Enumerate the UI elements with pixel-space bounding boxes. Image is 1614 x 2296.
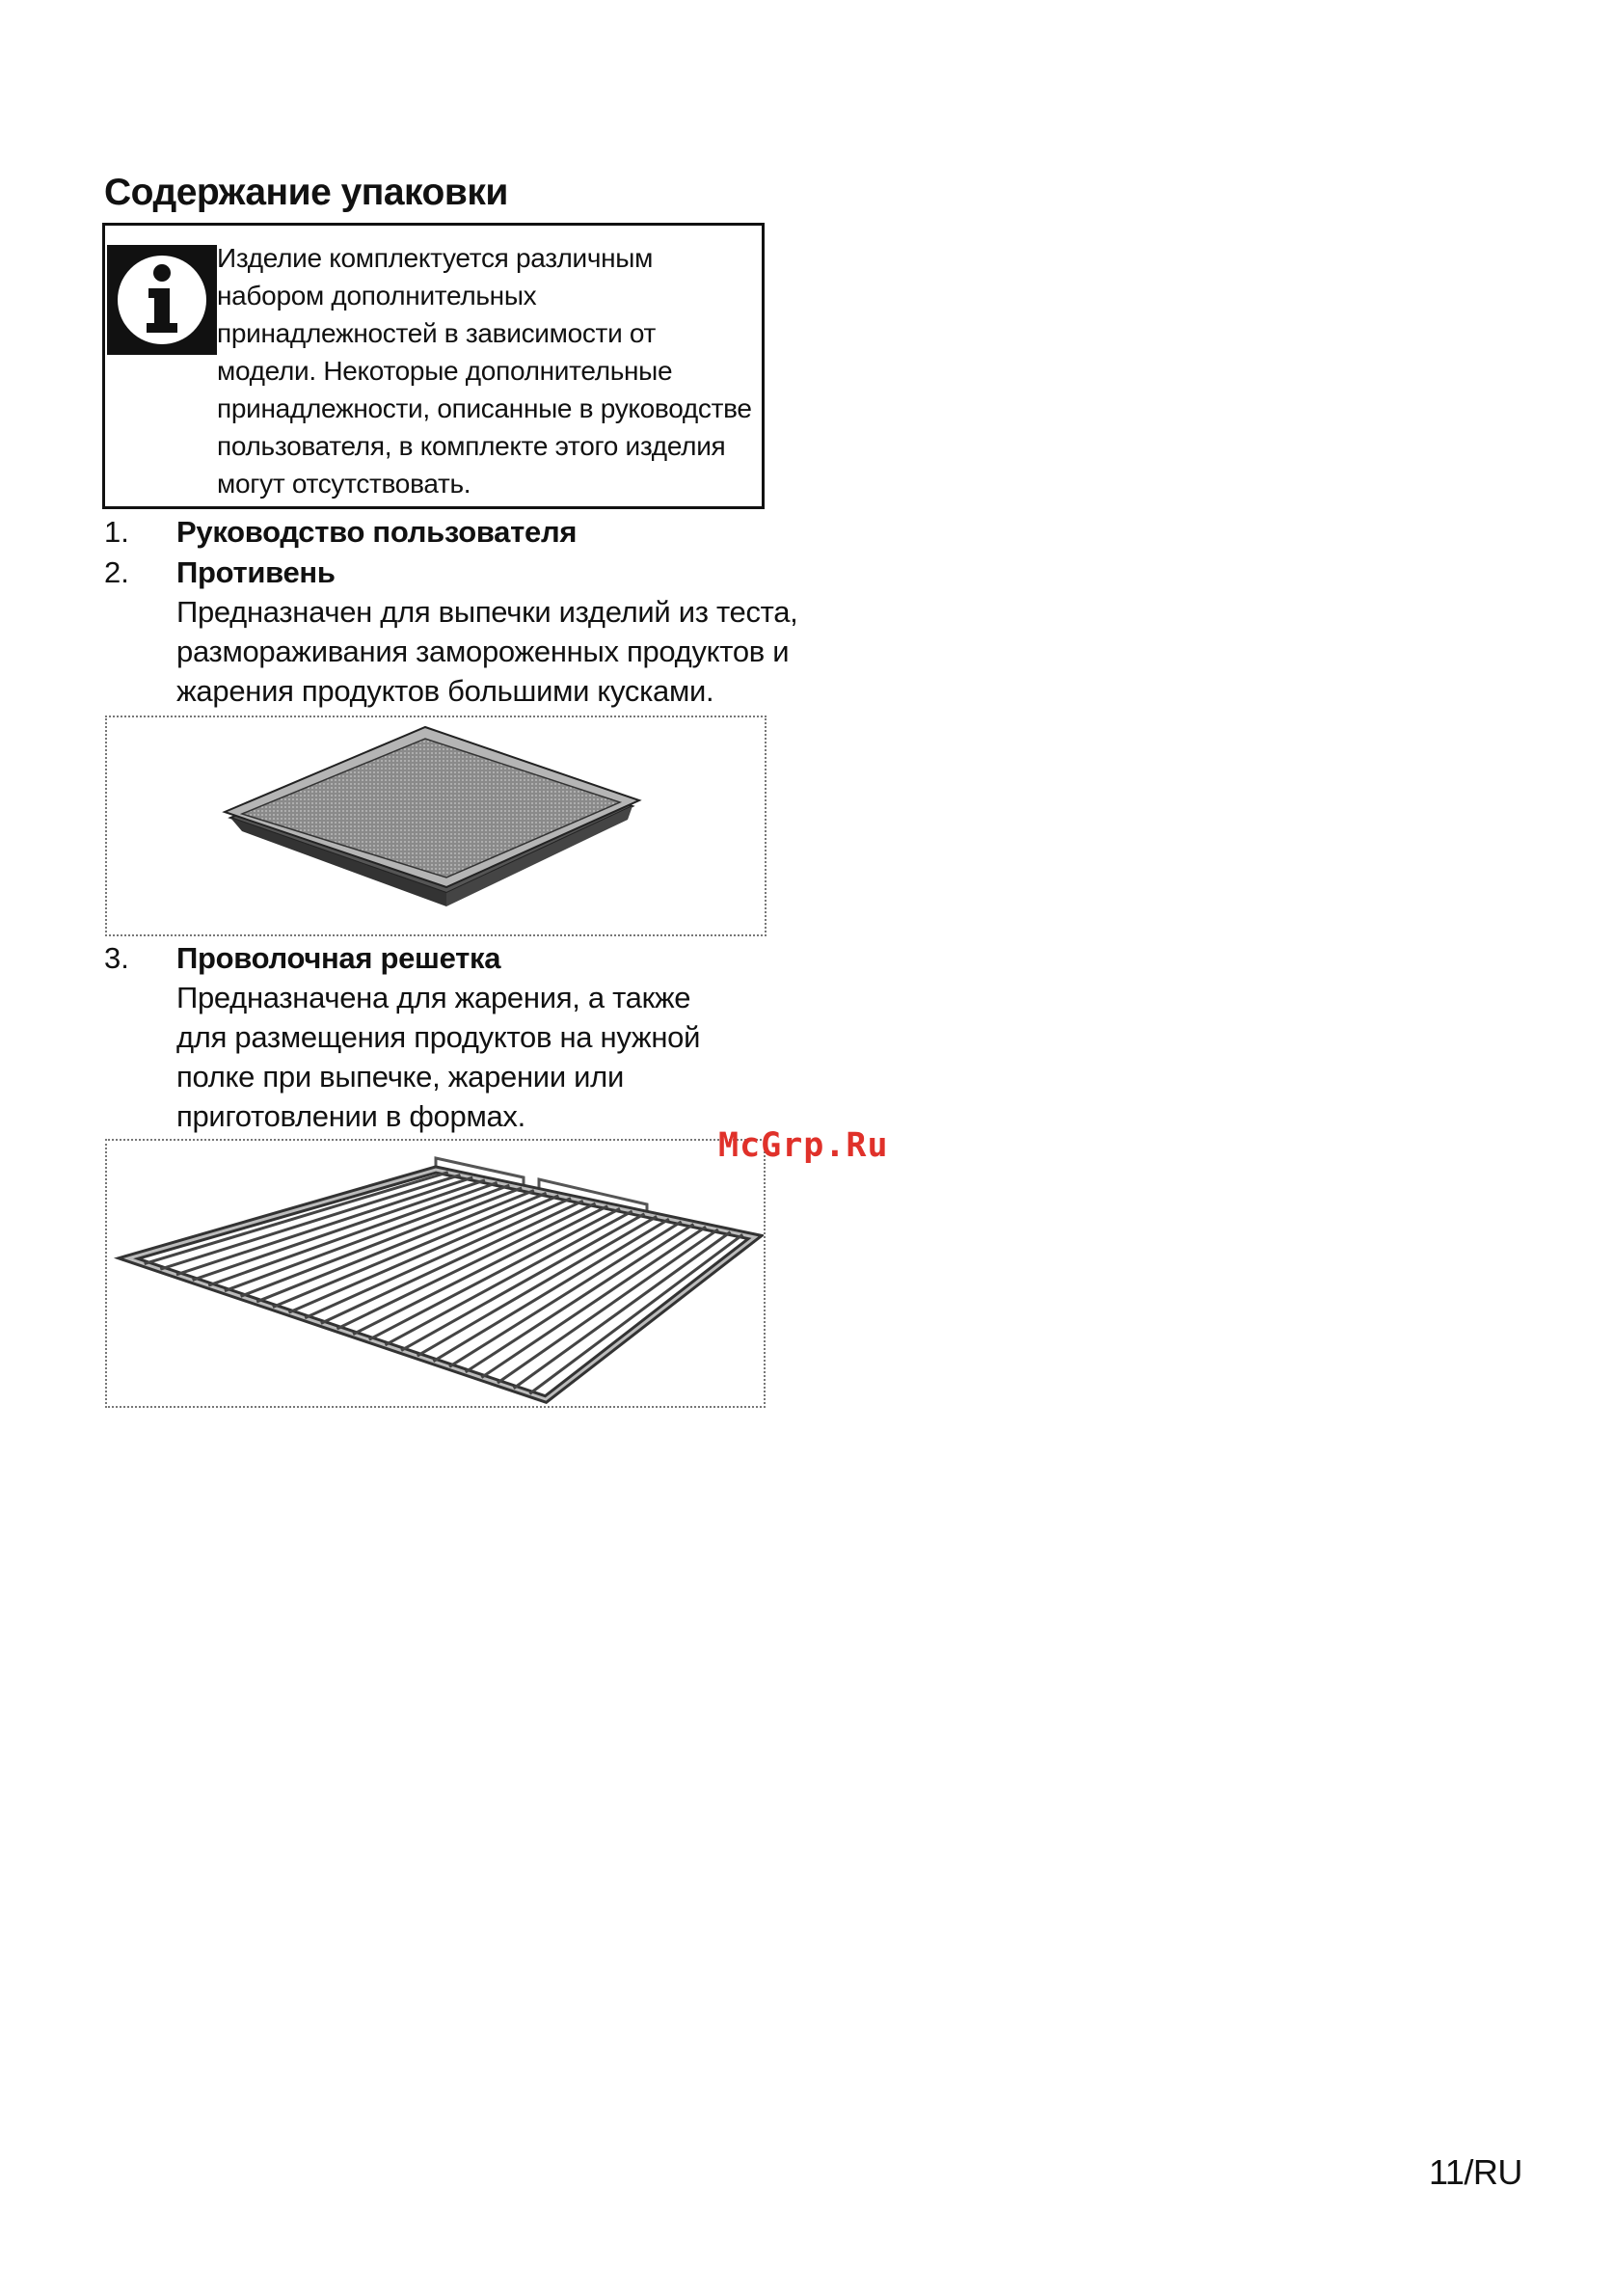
description-line: приготовлении в формах.: [176, 1099, 525, 1133]
info-note-text: [217, 239, 767, 502]
page-number: 11/RU: [1429, 2152, 1522, 2192]
info-note-line: набором дополнительных: [217, 281, 537, 311]
grill-wire: [417, 1216, 657, 1356]
info-note-line: могут отсутствовать.: [217, 469, 471, 499]
grill-wire: [433, 1219, 668, 1362]
item-description-tray: [176, 592, 798, 711]
wire-grill-illustration: [107, 1141, 764, 1406]
grill-wire: [529, 1234, 742, 1393]
grill-wire: [160, 1175, 460, 1269]
baking-tray-image-frame: [105, 716, 767, 936]
info-note-line: модели. Некоторые дополнительные: [217, 356, 673, 386]
grill-wire: [241, 1188, 523, 1296]
item-number: 2.: [104, 555, 129, 589]
description-line: Предназначена для жарения, а также: [176, 981, 691, 1014]
item-number: 3.: [104, 941, 129, 975]
grill-wire: [369, 1208, 620, 1339]
grill-wire: [225, 1185, 509, 1291]
info-note-line: принадлежностей в зависимости от: [217, 318, 657, 348]
grill-wire: [289, 1196, 559, 1312]
info-note-line: Изделие комплектуется различным: [217, 243, 654, 273]
watermark: McGrp.Ru: [718, 1126, 889, 1165]
grill-wire: [176, 1177, 472, 1275]
item-title-tray: Противень: [176, 555, 336, 589]
grill-wire: [498, 1229, 718, 1383]
grill-wire: [273, 1193, 547, 1307]
info-icon: [107, 245, 217, 355]
grill-wire: [401, 1214, 644, 1351]
grill-wire: [514, 1232, 731, 1389]
item-description-grill: [176, 978, 700, 1136]
grill-wire: [145, 1173, 448, 1264]
grill-wire: [305, 1199, 571, 1318]
info-note-line: пользователя, в комплекте этого изделия: [217, 431, 726, 461]
description-line: Предназначен для выпечки изделий из теста,: [176, 595, 798, 629]
description-line: размораживания замороженных продуктов и: [176, 635, 790, 668]
description-line: жарения продуктов большими кусками.: [176, 674, 714, 708]
item-title-manual: Руководство пользователя: [176, 515, 578, 549]
section-title: Содержание упаковки: [104, 172, 508, 213]
item-title-grill: Проволочная решетка: [176, 941, 501, 975]
grill-wire: [385, 1211, 632, 1345]
grill-wire: [353, 1206, 607, 1335]
grill-wire: [321, 1201, 583, 1323]
wire-grill-image-frame: [105, 1139, 766, 1408]
grill-wire: [337, 1203, 596, 1329]
item-number: 1.: [104, 515, 129, 549]
info-note-line: принадлежности, описанные в руководстве: [217, 393, 752, 423]
description-line: полке при выпечке, жарении или: [176, 1060, 624, 1094]
info-note-box: [102, 223, 765, 509]
baking-tray-illustration: [107, 717, 765, 934]
description-line: для размещения продуктов на нужной: [176, 1020, 701, 1054]
